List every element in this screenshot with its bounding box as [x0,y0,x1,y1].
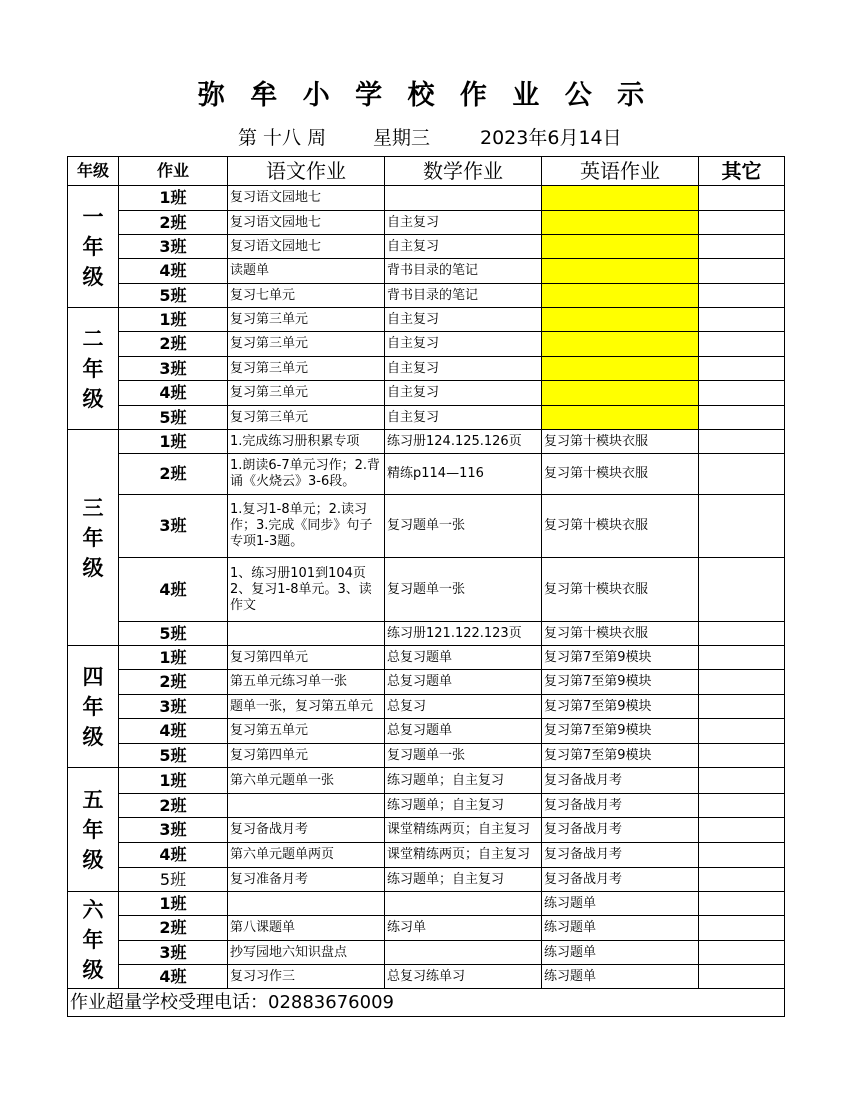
grade-label-char: 年 [82,816,104,842]
english-homework [542,259,699,284]
chinese-homework: 1.完成练习册积累专项 [228,430,385,454]
english-homework: 复习第十模块衣服 [542,430,699,454]
class-label: 5班 [119,868,228,892]
english-homework: 复习备战月考 [542,768,699,794]
class-label: 3班 [119,357,228,381]
table-row [68,768,785,794]
chinese-homework: 复习语文园地七 [228,211,385,235]
chinese-homework: 复习第四单元 [228,646,385,670]
table-row [68,558,785,622]
chinese-homework: 第五单元练习单一张 [228,670,385,695]
class-label: 2班 [119,211,228,235]
math-homework: 自主复习 [385,406,542,430]
english-homework: 练习题单 [542,916,699,941]
other-homework [699,695,785,719]
grade-label-char: 年 [82,927,104,952]
math-homework: 自主复习 [385,308,542,332]
math-homework: 复习题单一张 [385,744,542,768]
other-homework [699,965,785,989]
other-homework [699,941,785,965]
day-label: 星期三 [373,127,431,149]
date-label: 2023年6月14日 [480,127,622,149]
english-homework [542,284,699,308]
class-label: 2班 [119,670,228,695]
other-homework [699,454,785,495]
table-row [68,670,785,695]
chinese-homework: 复习准备月考 [228,868,385,892]
english-homework [542,308,699,332]
chinese-homework: 第六单元题单两页 [228,843,385,868]
other-homework [699,211,785,235]
other-homework [699,916,785,941]
grade-label-char: 年 [82,693,104,719]
table-row [68,259,785,284]
homework-table [67,156,785,1017]
grade-label-char: 年 [82,233,104,259]
chinese-homework: 复习第五单元 [228,719,385,744]
english-homework: 练习题单 [542,941,699,965]
table-row [68,357,785,381]
english-homework: 复习第7至第9模块 [542,646,699,670]
english-homework [542,406,699,430]
math-homework: 自主复习 [385,332,542,357]
table-row [68,916,785,941]
chinese-homework: 复习第三单元 [228,381,385,406]
english-homework [542,332,699,357]
english-homework: 练习题单 [542,965,699,989]
class-label: 1班 [119,186,228,211]
class-label: 3班 [119,941,228,965]
complaint-hotline: 作业超量学校受理电话：02883676009 [68,989,785,1017]
grade-label [68,186,119,308]
table-row [68,695,785,719]
header-chinese: 语文作业 [228,157,385,186]
math-homework: 课堂精练两页；自主复习 [385,843,542,868]
table-row [68,646,785,670]
english-homework [542,235,699,259]
other-homework [699,430,785,454]
grade-label [68,768,119,892]
grade-label-char: 年 [82,524,104,550]
math-homework: 练习册124.125.126页 [385,430,542,454]
other-homework [699,381,785,406]
grade-label-char: 级 [82,846,104,872]
class-label: 3班 [119,695,228,719]
table-row [68,430,785,454]
other-homework [699,308,785,332]
table-row [68,843,785,868]
math-homework [385,892,542,916]
table-row [68,744,785,768]
grade-label-char: 四 [82,663,104,689]
chinese-homework: 复习第三单元 [228,332,385,357]
english-homework: 复习第7至第9模块 [542,744,699,768]
header-homework: 作业 [119,157,228,186]
english-homework [542,357,699,381]
chinese-homework [228,622,385,646]
chinese-homework: 抄写园地六知识盘点 [228,941,385,965]
chinese-homework: 复习备战月考 [228,818,385,843]
math-homework: 自主复习 [385,211,542,235]
other-homework [699,332,785,357]
other-homework [699,186,785,211]
chinese-homework: 复习习作三 [228,965,385,989]
class-label: 3班 [119,495,228,558]
class-label: 4班 [119,381,228,406]
class-label: 5班 [119,284,228,308]
english-homework: 复习备战月考 [542,818,699,843]
chinese-homework: 1.朗读6-7单元习作；2.背诵《火烧云》3-6段。 [228,454,385,495]
english-homework: 练习题单 [542,892,699,916]
grade-label-char: 级 [82,957,104,982]
math-homework: 复习题单一张 [385,558,542,622]
other-homework [699,794,785,818]
table-row [68,406,785,430]
english-homework [542,381,699,406]
grade-label-char: 三 [82,494,104,520]
grade-label-char: 一 [82,203,104,229]
chinese-homework: 第八课题单 [228,916,385,941]
class-label: 3班 [119,235,228,259]
class-label: 2班 [119,794,228,818]
grade-label-char: 级 [82,554,104,580]
english-homework [542,186,699,211]
math-homework: 课堂精练两页；自主复习 [385,818,542,843]
other-homework [699,235,785,259]
other-homework [699,259,785,284]
header-row [68,157,785,186]
math-homework: 背书目录的笔记 [385,259,542,284]
math-homework: 总复习 [385,695,542,719]
chinese-homework [228,794,385,818]
other-homework [699,558,785,622]
grade-label [68,892,119,989]
grade-label [68,430,119,646]
subtitle [0,124,850,152]
chinese-homework: 复习第三单元 [228,308,385,332]
english-homework: 复习第十模块衣服 [542,558,699,622]
other-homework [699,719,785,744]
math-homework [385,941,542,965]
class-label: 3班 [119,818,228,843]
table-row [68,719,785,744]
grade-label-char: 六 [82,897,104,922]
class-label: 4班 [119,558,228,622]
class-label: 5班 [119,622,228,646]
english-homework: 复习第7至第9模块 [542,670,699,695]
other-homework [699,622,785,646]
other-homework [699,843,785,868]
table-row [68,622,785,646]
class-label: 1班 [119,430,228,454]
math-homework: 复习题单一张 [385,495,542,558]
table-row [68,868,785,892]
header-math: 数学作业 [385,157,542,186]
math-homework: 练习题单；自主复习 [385,768,542,794]
chinese-homework: 1.复习1-8单元；2.读习作；3.完成《同步》句子专项1-3题。 [228,495,385,558]
class-label: 1班 [119,892,228,916]
english-homework [542,211,699,235]
other-homework [699,284,785,308]
math-homework: 练习题单；自主复习 [385,868,542,892]
table-row [68,892,785,916]
math-homework: 总复习练单习 [385,965,542,989]
chinese-homework: 第六单元题单一张 [228,768,385,794]
chinese-homework: 复习第三单元 [228,357,385,381]
chinese-homework: 复习七单元 [228,284,385,308]
chinese-homework: 1、练习册101到104页 2、复习1-8单元。3、读作文 [228,558,385,622]
other-homework [699,744,785,768]
class-label: 5班 [119,744,228,768]
class-label: 1班 [119,308,228,332]
other-homework [699,495,785,558]
class-label: 4班 [119,259,228,284]
english-homework: 复习备战月考 [542,794,699,818]
table-row [68,381,785,406]
math-homework: 总复习题单 [385,646,542,670]
table-row [68,794,785,818]
header-english: 英语作业 [542,157,699,186]
footer-row [68,989,785,1017]
other-homework [699,818,785,843]
header-grade: 年级 [68,157,119,186]
table-row [68,818,785,843]
math-homework [385,186,542,211]
chinese-homework: 题单一张，复习第五单元 [228,695,385,719]
table-row [68,186,785,211]
other-homework [699,892,785,916]
other-homework [699,646,785,670]
table-row [68,965,785,989]
grade-label [68,646,119,768]
english-homework: 复习第十模块衣服 [542,454,699,495]
grade-label-char: 级 [82,723,104,749]
class-label: 5班 [119,406,228,430]
class-label: 2班 [119,916,228,941]
chinese-homework: 复习语文园地七 [228,186,385,211]
table-row [68,332,785,357]
other-homework [699,768,785,794]
grade-label-char: 级 [82,263,104,289]
table-row [68,495,785,558]
math-homework: 练习题单；自主复习 [385,794,542,818]
math-homework: 背书目录的笔记 [385,284,542,308]
grade-label-char: 二 [82,325,104,351]
class-label: 4班 [119,719,228,744]
math-homework: 练习册121.122.123页 [385,622,542,646]
class-label: 2班 [119,454,228,495]
english-homework: 复习第十模块衣服 [542,622,699,646]
math-homework: 总复习题单 [385,719,542,744]
table-row [68,235,785,259]
class-label: 4班 [119,965,228,989]
math-homework: 精练p114—116 [385,454,542,495]
class-label: 2班 [119,332,228,357]
other-homework [699,670,785,695]
class-label: 4班 [119,843,228,868]
other-homework [699,406,785,430]
chinese-homework: 复习第三单元 [228,406,385,430]
class-label: 1班 [119,768,228,794]
table-row [68,454,785,495]
english-homework: 复习第十模块衣服 [542,495,699,558]
week-label: 第 十八 周 [238,127,327,149]
grade-label-char: 年 [82,355,104,381]
header-other: 其它 [699,157,785,186]
chinese-homework: 复习语文园地七 [228,235,385,259]
grade-label [68,308,119,430]
grade-label-char: 级 [82,385,104,411]
chinese-homework: 复习第四单元 [228,744,385,768]
english-homework: 复习备战月考 [542,843,699,868]
table-row [68,211,785,235]
other-homework [699,868,785,892]
table-row [68,284,785,308]
math-homework: 自主复习 [385,381,542,406]
page-title: 弥 牟 小 学 校 作 业 公 示 [197,80,653,111]
chinese-homework: 读题单 [228,259,385,284]
table-row [68,941,785,965]
english-homework: 复习第7至第9模块 [542,719,699,744]
math-homework: 自主复习 [385,357,542,381]
chinese-homework [228,892,385,916]
math-homework: 总复习题单 [385,670,542,695]
class-label: 1班 [119,646,228,670]
english-homework: 复习备战月考 [542,868,699,892]
math-homework: 练习单 [385,916,542,941]
grade-label-char: 五 [82,786,104,812]
math-homework: 自主复习 [385,235,542,259]
english-homework: 复习第7至第9模块 [542,695,699,719]
other-homework [699,357,785,381]
table-row [68,308,785,332]
